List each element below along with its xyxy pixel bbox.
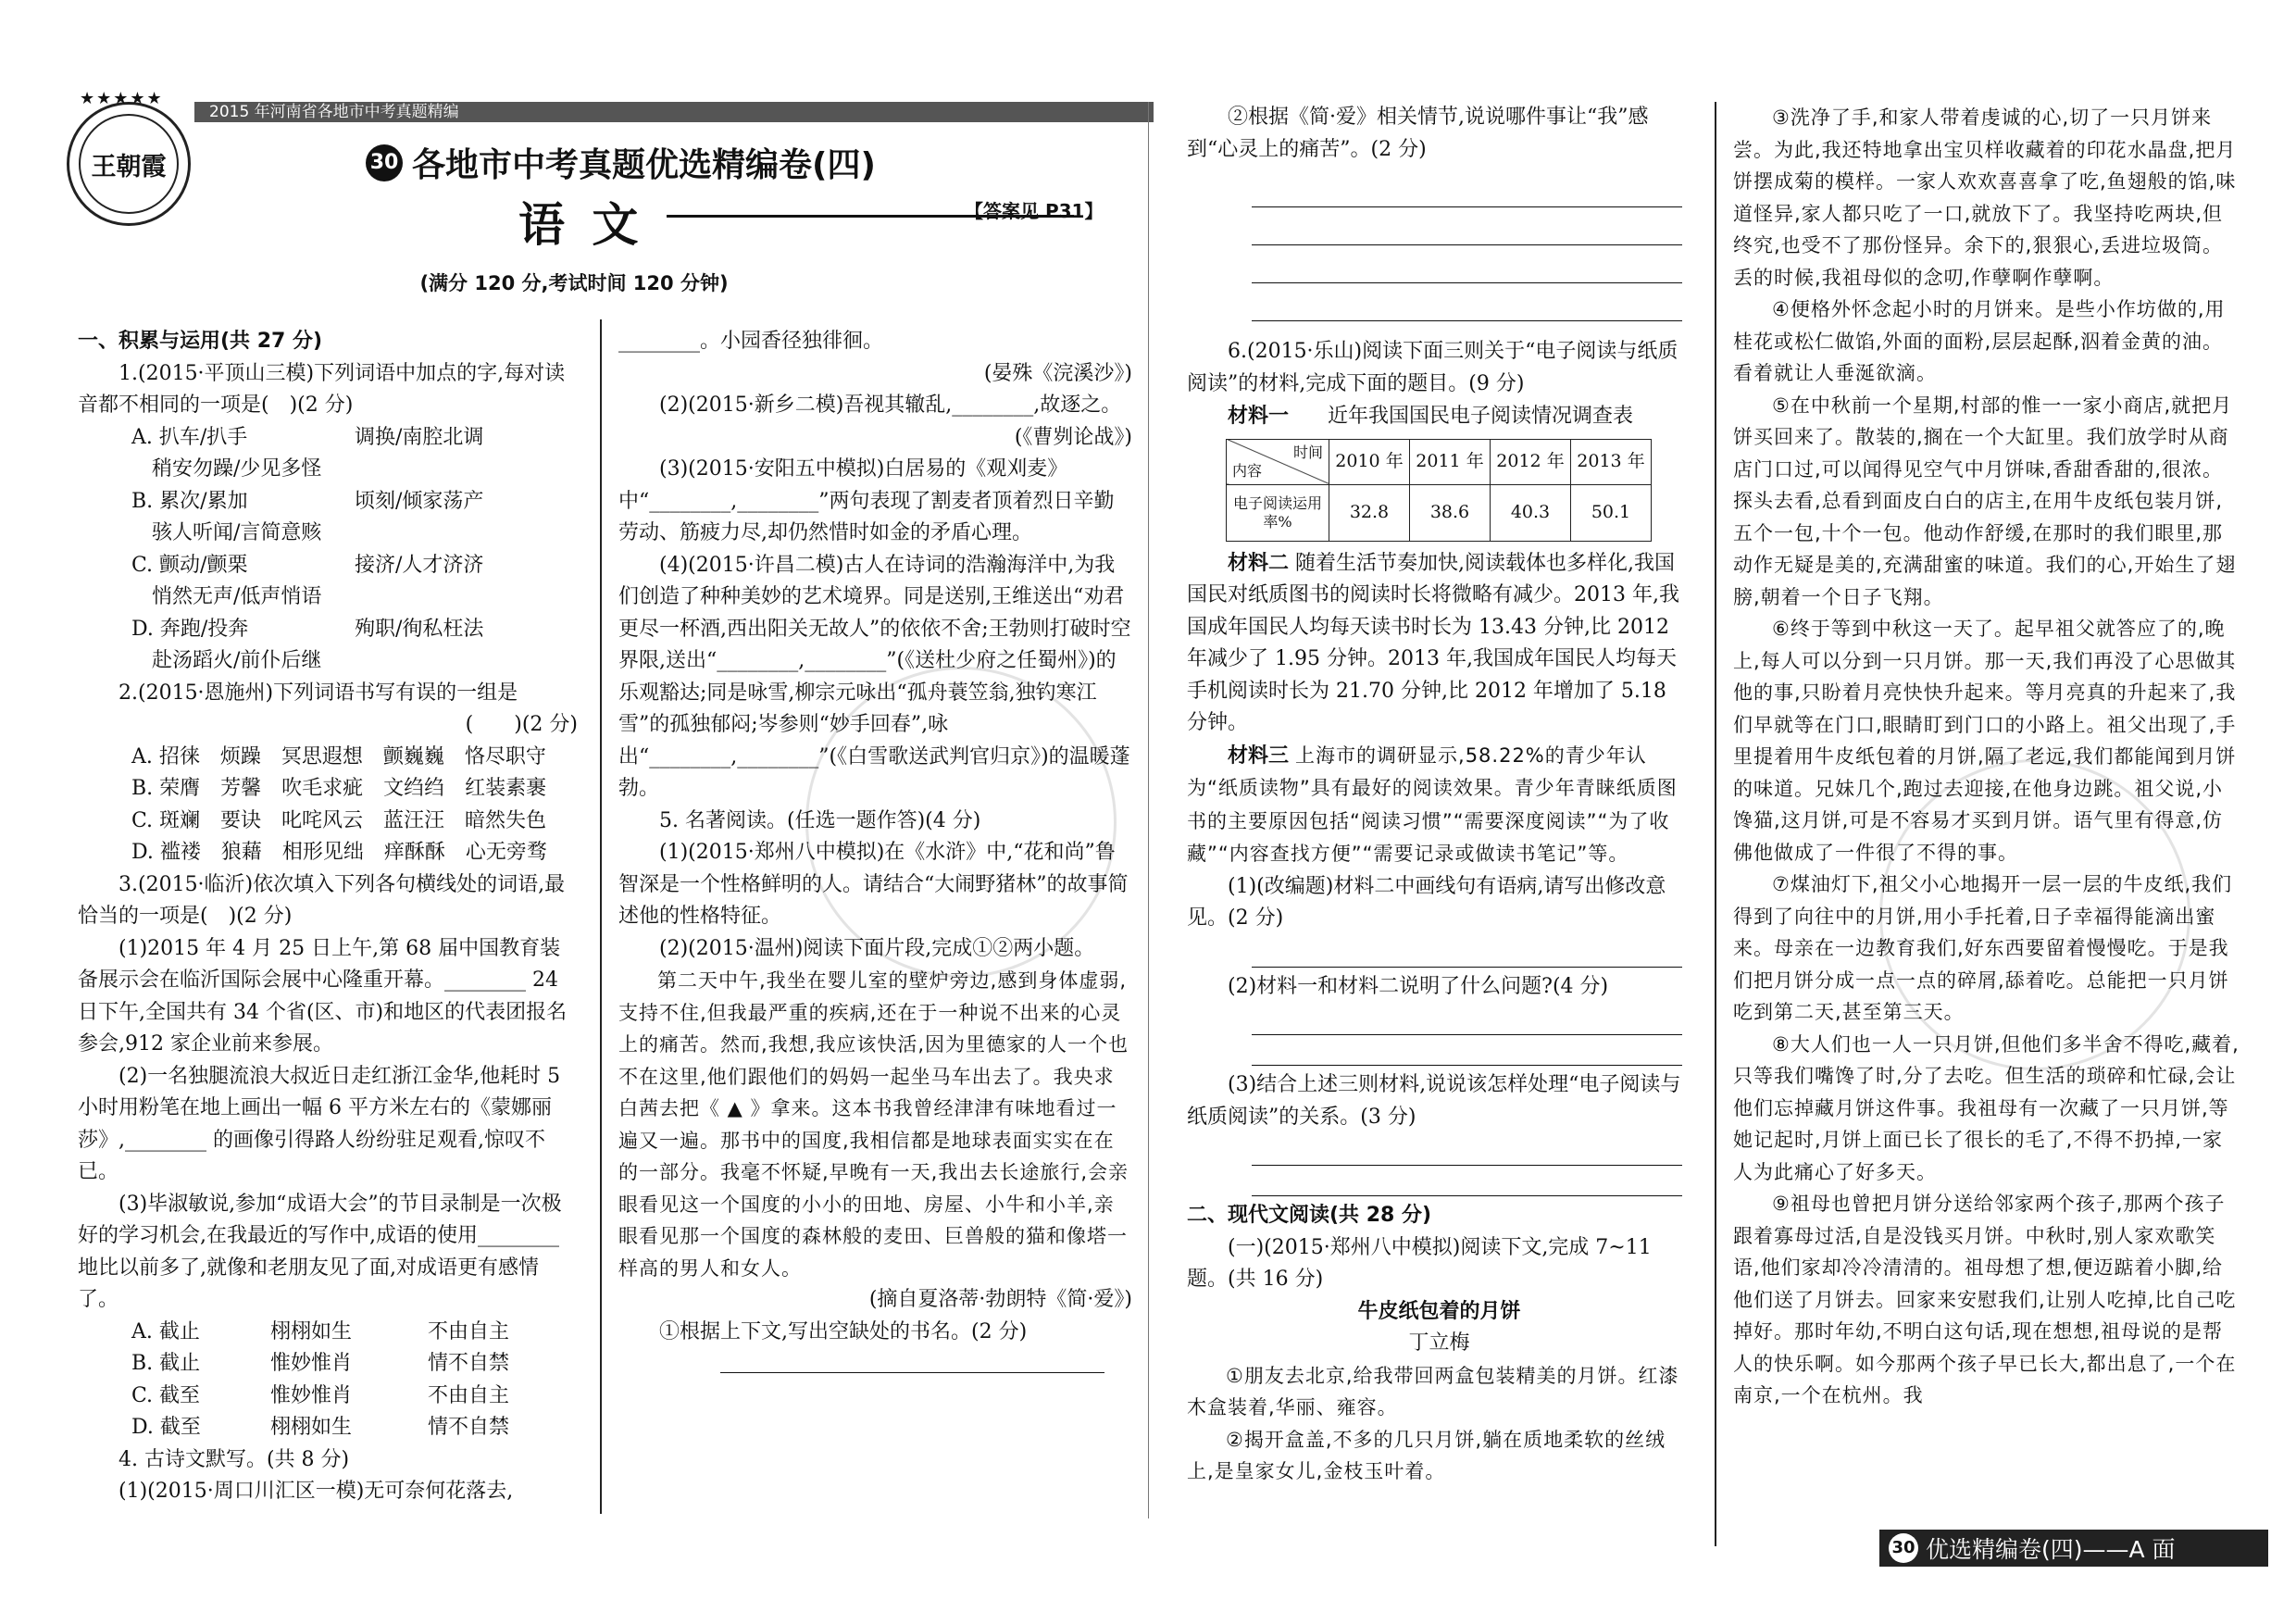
q3-option-row: A. 截止 栩栩如生 不由自主 [131,1319,510,1343]
q1-option-row: 骇人听闻/言简意赅 [131,521,322,544]
question-6: 6.(2015·乐山)阅读下面三则关于“电子阅读与纸质阅读”的材料,完成下面的题目。(9 分) [1187,340,1678,395]
title-row [366,139,876,186]
question-6-item-2: (2)材料一和材料二说明了什么问题?(4 分) [1228,974,1609,998]
question-6-item-3: (3)结合上述三则材料,说说该怎样处理“电子阅读与纸质阅读”的关系。(3 分) [1187,1073,1681,1129]
story-paragraph-1: ①朋友去北京,给我带回两盒包装精美的月饼。红漆木盒装着,华丽、雍容。 [1187,1364,1679,1418]
table-corner-top: 时间 [1292,443,1323,461]
divider-1 [600,319,602,1514]
material-2 [1187,547,1691,740]
story-paragraph-2: ②揭开盒盖,不多的几只月饼,躺在质地柔软的丝绒上,是皇家女儿,金枝玉叶着。 [1187,1428,1666,1482]
question-1: 1.(2015·平顶山三模)下列词语中加点的字,每对读音都不相同的一项是( )(2 分) [78,361,566,417]
question-5-item-2: (2)(2015·温州)阅读下面片段,完成①②两小题。 [659,936,1095,960]
q3-option-row: C. 截至 惟妙惟肖 不由自主 [131,1383,510,1407]
question-3-item-2: (2)一名独腿流浪大叔近日走红浙江金华,他耗时 5 小时用粉笔在地上画出一幅 6 平方米左右的《蒙娜丽莎》,________ 的画像引得路人纷纷驻足观看,惊叹不已。 [78,1064,561,1183]
question-5-sub-b: ②根据《简·爱》相关情节,说说哪件事让“我”感到“心灵上的痛苦”。(2 分) [1187,106,1649,161]
table-header-cell: 2010 年 [1329,439,1410,484]
answer-line[interactable] [1252,943,1682,968]
question-2: 2.(2015·恩施州)下列词语书写有误的一组是 [119,681,518,705]
question-2-tail: ( )(2 分) [465,713,578,736]
answer-ref: 【答案见 P31】 [965,200,1104,222]
table-header-cell: 2013 年 [1571,439,1652,484]
reading-intro: (一)(2015·郑州八中模拟)阅读下文,完成 7~11 题。(共 16 分) [1187,1235,1652,1291]
answer-line[interactable] [720,1348,1104,1373]
title-badge: 30 [366,144,403,181]
question-5-item-1: (1)(2015·郑州八中模拟)在《水浒》中,“花和尚”鲁智深是一个性格鲜明的人。请结合“大闹野猪林”的故事简述他的性格特征。 [618,841,1129,928]
material-3-label: 材料三 [1228,743,1290,768]
poem-line-1: ________。小园香径独徘徊。 [618,330,884,353]
story-paragraph-8: ⑧大人们也一人一只月饼,但他们多半舍不得吃,藏着,只等我们嘴馋了时,分了去吃。但生活的琐碎和忙碌,会让他们忘掉藏月饼这件事。我祖母有一次藏了一只月饼,等她记起时,月饼上面已长了很长的毛了,不得不扔掉,一家人为此痛心了好多天。 [1733,1032,2240,1183]
material-2-label: 材料二 [1228,550,1290,575]
story-paragraph-3: ③洗净了手,和家人带着虔诚的心,切了一只月饼来尝。为此,我还特地拿出宝贝样收藏着的印花水晶盘,把月饼摆成菊的模样。一家人欢欢喜喜拿了吃,鱼翅般的馅,味道怪异,家人都只吃了一口,就放下了。我坚持吃两块,但终究,也受不了那份怪异。余下的,狠狠心,丢进垃圾筒。丢的时候,我祖母似的念叨,作孽啊作孽啊。 [1733,106,2237,289]
q1-option-row: 稍安勿躁/少见多怪 [131,457,322,481]
question-4-item-2: (2)(2015·新乡二模)吾视其辙乱,________,故逐之。 [659,394,1122,417]
divider-3 [1715,102,1716,1546]
question-4-item-4: (4)(2015·许昌二模)古人在诗词的浩瀚海洋中,为我们创造了种种美妙的艺术境界。同是送别,王维送出“劝君更尽一杯酒,西出阳关无故人”的依依不舍;王勃则打破时空界限,送出“________,________”(《送杜少府之任蜀州》)的乐观豁达;同是咏雪,柳宗元咏出“孤舟蓑笠翁,独钓寒江雪”的孤独郁闷;岑参则“妙手回春”,咏出“________,________”(《白雪歌送武判官归京》)的温暖蓬勃。 [618,553,1131,800]
answer-line[interactable] [1252,1171,1682,1196]
question-5: 5. 名著阅读。(任选一题作答)(4 分) [659,808,981,832]
q1-option-row: 悄然无声/低声悄语 [131,585,322,608]
column-3 [1187,102,1691,1537]
table-corner-cell [1227,439,1329,484]
q2-option: D. 褴褛 狼藉 相形见绌 痒酥酥 心无旁骛 [131,841,547,864]
q1-option-row: C. 颤动/颤栗 接济/人才济济 [131,553,484,577]
table-header-cell: 2011 年 [1410,439,1491,484]
q1-option-row: D. 奔跑/投奔 殉职/徇私枉法 [131,617,484,641]
story-title: 牛皮纸包着的月饼 [1357,1299,1521,1323]
material-3 [1187,740,1691,871]
logo [67,102,191,226]
question-4-item-3: (3)(2015·安阳五中模拟)白居易的《观刈麦》中“________,________”两句表现了割麦者顶着烈日辛勤劳动、筋疲力尽,却仍然惜时如金的矛盾心理。 [618,457,1115,544]
q2-option: A. 招徕 烦躁 冥思遐想 颤巍巍 恪尽职守 [131,744,546,769]
table-corner-bottom: 内容 [1232,461,1263,480]
q1-option-row: 赴汤蹈火/前仆后继 [131,649,322,672]
table-cell: 50.1 [1571,484,1652,541]
material-2-text: 随着生活节奏加快,阅读载体也多样化,我国国民对纸质图书的阅读时长将微略有减少。2013 年,我国成年国民人均每天读书时长为 13.43 分钟,比 2012 年减少了 1.95 分钟。2013 年,我国成年国民人均每天手机阅读时长为 21.70 分钟,比 2012 年增加了 5.18 分钟。 [1187,551,1679,734]
story-paragraph-9: ⑨祖母也曾把月饼分送给邻家两个孩子,那两个孩子跟着寡母过活,自是没钱买月饼。中秋时,别人家欢歌笑语,他们家却冷冷清清的。祖母想了想,便迈踮着小脚,给他们送了月饼去。回家来安慰我们,让别人吃掉,比自己吃掉好。那时年幼,不明白这句话,现在想想,祖母说的是帮人的快乐啊。如今那两个孩子早已长大,都出息了,一个在南京,一个在杭州。我 [1733,1193,2237,1406]
answer-line[interactable] [1252,1141,1682,1166]
section-heading-2: 二、现代文阅读(共 28 分) [1187,1204,1432,1227]
footer-text: 优选精编卷(四)——A 面 [1926,1536,2176,1563]
page-title: 各地市中考真题优选精编卷(四) [412,146,876,184]
material-1-title: 近年我国国民电子阅读情况调查表 [1328,405,1634,428]
q1-option-row: A. 扒车/扒手 调换/南腔北调 [131,425,484,449]
header-strip [194,102,1154,122]
story-paragraph-4: ④便格外怀念起小时的月饼来。是些小作坊做的,用桂花或松仁做馅,外面的面粉,层层起酥,泅着金黄的油。看着就让人垂涎欲滴。 [1733,298,2226,384]
poem-source-1: (晏殊《浣溪沙》) [983,361,1132,385]
q2-option: C. 斑斓 要诀 叱咤风云 蓝汪汪 暗然失色 [131,808,547,832]
footer-badge: 30 [1889,1533,1918,1563]
material-1-caption [1187,400,1691,433]
q1-options [78,422,578,678]
logo-text: 王朝霞 [91,152,167,181]
q3-option-row: D. 截至 栩栩如生 情不自禁 [131,1416,510,1439]
table-cell: 40.3 [1491,484,1571,541]
q2-option: B. 荣膺 芳馨 吹毛求疵 文绉绉 红装素裹 [131,777,547,800]
table-cell: 38.6 [1410,484,1491,541]
story-paragraph-6: ⑥终于等到中秋这一天了。起早祖父就答应了的,晚上,每人可以分到一只月饼。那一天,我们再没了心思做其他的事,只盼着月亮快快升起来。等月亮真的升起来了,我们早就等在门口,眼睛盯到门口的小路上。祖父出现了,手里提着用牛皮纸包着的月饼,隔了老远,我们都能闻到月饼的味道。兄妹几个,跑过去迎接,在他身边跳。祖父说,小馋猫,这月饼,可是不容易才买到月饼。语气里有得意,仿佛他做成了一件很了不得的事。 [1733,618,2237,864]
story-paragraph-7: ⑦煤油灯下,祖父小心地揭开一层一层的牛皮纸,我们得到了向往中的月饼,用小手托着,日子幸福得能滴出蜜来。母亲在一边教育我们,好东西要留着慢慢吃。于是我们把月饼分成一点一点的碎屑,舔着吃。总能把一只月饼吃到第二天,甚至第三天。 [1733,873,2233,1023]
column-1 [78,326,578,1530]
answer-line[interactable] [1252,182,1682,207]
material-1-label: 材料一 [1228,404,1290,428]
header-strip-text: 2015 年河南省各地市中考真题精编 [209,103,459,121]
answer-line[interactable] [1252,1041,1682,1066]
subject-title: 语 文 [518,197,644,252]
question-6-item-1: (1)(改编题)材料二中画线句有语病,请写出修改意见。(2 分) [1187,874,1666,930]
answer-line[interactable] [1252,220,1682,245]
column-2 [618,326,1132,1530]
question-3-item-1: (1)2015 年 4 月 25 日上午,第 68 届中国教育装备展示会在临沂国际会展中心隆重开幕。________ 24 日下午,全国共有 34 个省(区、市)和地区的代表团报名参会,912 家企业前来参展。 [78,936,568,1056]
logo-stars: ★★★★★ [80,89,164,108]
material-3-text: 上海市的调研显示,58.22%的青少年认为“纸质读物”具有最好的阅读效果。青少年青睐纸质图书的主要原因包括“阅读习惯”“需要深度阅读”“为了收藏”“内容查找方便”“需要记录或做读书笔记”等。 [1187,744,1678,865]
divider-2 [1148,102,1149,1518]
table-cell: 32.8 [1329,484,1410,541]
q3-option-row: B. 截止 惟妙惟肖 情不自禁 [131,1352,510,1375]
question-5-sub-a: ①根据上下文,写出空缺处的书名。(2 分) [659,1319,1028,1343]
section-heading-1: 一、积累与运用(共 27 分) [78,330,323,353]
table-row-label: 电子阅读运用率% [1227,484,1329,541]
survey-table [1226,439,1652,542]
answer-line[interactable] [1252,296,1682,321]
story-author: 丁立梅 [1408,1331,1470,1355]
question-4-item-1: (1)(2015·周口川汇区一模)无可奈何花落去, [119,1480,514,1503]
exam-note: (满分 120 分,考试时间 120 分钟) [419,272,729,294]
question-3-item-3: (3)毕淑敏说,参加“成语大会”的节目录制是一次极好的学习机会,在我最近的写作中,成语的使用________ 地比以前多了,就像和老朋友见了面,对成语更有感情了。 [78,1192,562,1311]
footer-bar [1879,1530,2268,1567]
question-4: 4. 古诗文默写。(共 8 分) [119,1447,350,1471]
q1-option-row: B. 累次/累加 顷刻/倾家荡产 [131,489,484,513]
poem-source-2: (《曹刿论战》) [1014,425,1132,449]
passage-source: (摘自夏洛蒂·勃朗特《简·爱》) [868,1288,1132,1311]
jane-eyre-passage: 第二天中午,我坐在婴儿室的壁炉旁边,感到身体虚弱,支持不住,但我最严重的疾病,还在于一种说不出来的心灵上的痛苦。然而,我想,我应该快活,因为里德家的人一个也不在这里,他们跟他们的妈妈一起坐马车出去了。我央求白茜去把《 ▲ 》拿来。这本书我曾经津津有味地看过一遍又一遍。那书中的国度,我相信都是地球表面实实在在的一部分。我毫不怀疑,早晚有一天,我出去长途旅行,会亲眼看见这一个国度的小小的田地、房屋、小牛和小羊,亲眼看见那一个国度的森林般的麦田、巨兽般的猫和像塔一样高的男人和女人。 [618,969,1129,1280]
answer-line[interactable] [1252,1010,1682,1035]
table-header-cell: 2012 年 [1491,439,1571,484]
answer-line[interactable] [1252,258,1682,283]
question-3: 3.(2015·临沂)依次填入下列各句横线处的词语,最恰当的一项是( )(2 分) [78,872,566,928]
column-4 [1733,102,2240,1518]
story-paragraph-5: ⑤在中秋前一个星期,村部的惟一一家小商店,就把月饼买回来了。散装的,搁在一个大缸里。我们放学时从商店门口过,可以闻得见空气中月饼味,香甜香甜的,很浓。探头去看,总看到面皮白白的店主,在用牛皮纸包装月饼,五个一包,十个一包。他动作舒缓,在那时的我们眼里,那动作无疑是美的,充满甜蜜的味道。我们的心,开始生了翅膀,朝着一个日子飞翔。 [1733,394,2237,608]
